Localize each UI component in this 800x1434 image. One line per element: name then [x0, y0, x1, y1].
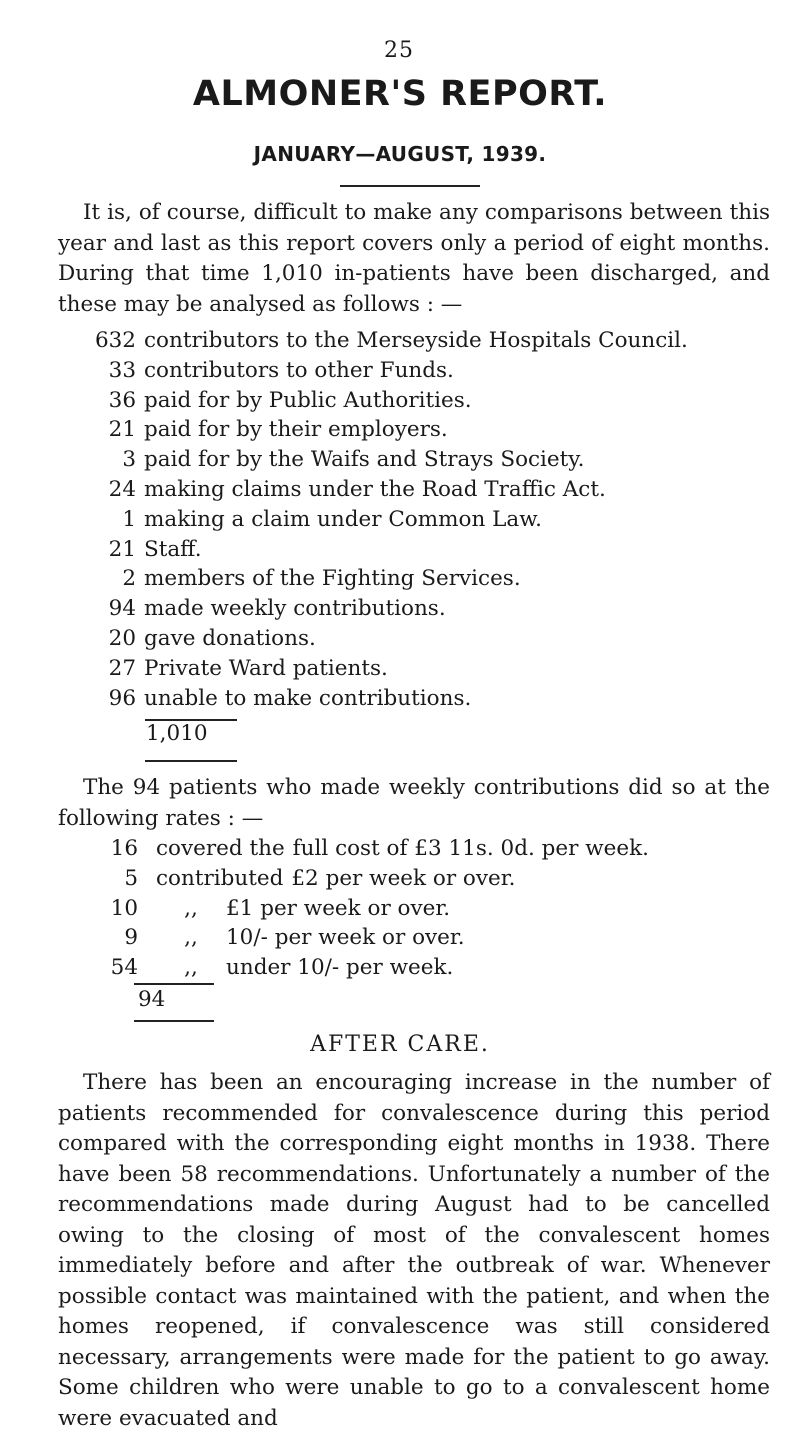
rate-count: 54 [110, 955, 138, 981]
rate-description: under 10/- per week. [226, 955, 454, 981]
analysis-row [84, 415, 688, 445]
analysis-count: 1 [122, 506, 136, 532]
analysis-description: paid for by their employers. [144, 417, 448, 443]
analysis-row [84, 594, 688, 624]
rate-count: 9 [124, 925, 138, 951]
rate-prefix: covered the [156, 836, 285, 861]
analysis-description: contributors to the Merseyside Hospitals Council. [144, 328, 688, 353]
analysis-row [84, 684, 688, 714]
analysis-total: 1,010 [146, 721, 208, 746]
intro-paragraph: It is, of course, difficult to make any comparisons between this year and last as this report covers only a period of eight months. During that time 1,010 in-patients have been discharged, and these may be analysed as follows : — [58, 200, 770, 317]
analysis-row [84, 475, 688, 505]
analysis-count: 20 [108, 625, 136, 651]
analysis-row [84, 624, 688, 654]
analysis-row [84, 654, 688, 684]
report-title: ALMONER'S REPORT. [192, 74, 608, 114]
analysis-row [84, 386, 688, 416]
ditto-mark: ,, [184, 895, 198, 921]
analysis-row [84, 326, 688, 356]
ditto-mark: ,, [184, 955, 198, 981]
analysis-count: 21 [108, 536, 136, 562]
rate-description: full cost of £3 11s. 0d. per week. [292, 836, 649, 861]
rate-row [96, 834, 649, 864]
analysis-count: 33 [108, 357, 136, 383]
rate-row [96, 864, 649, 894]
analysis-count: 94 [108, 596, 136, 622]
analysis-row [84, 445, 688, 475]
analysis-description: Private Ward patients. [144, 655, 388, 681]
analysis-row [84, 535, 688, 565]
rate-description: £2 per week or over. [291, 865, 516, 891]
analysis-description: Staff. [144, 536, 202, 562]
rate-count: 5 [124, 865, 138, 891]
rate-row [96, 953, 649, 983]
rate-row [96, 923, 649, 953]
analysis-list [84, 326, 688, 713]
rates-list [96, 834, 649, 983]
analysis-description: members of the Fighting Services. [144, 566, 521, 592]
analysis-count: 2 [122, 566, 136, 592]
analysis-description: making a claim under Common Law. [144, 506, 542, 532]
rate-count: 10 [110, 895, 138, 921]
analysis-description: gave donations. [144, 625, 316, 651]
rate-description: £1 per week or over. [226, 895, 451, 921]
rates-sum-rule-bottom [134, 1020, 214, 1022]
analysis-row [84, 564, 688, 594]
analysis-description: paid for by Public Authorities. [144, 387, 472, 413]
analysis-row [84, 505, 688, 535]
analysis-description: unable to make contributions. [144, 685, 472, 711]
rates-total: 94 [138, 987, 166, 1012]
analysis-count: 36 [108, 387, 136, 413]
analysis-count: 24 [108, 476, 136, 502]
rate-row [96, 894, 649, 924]
title-divider [340, 185, 480, 187]
analysis-description: making claims under the Road Traffic Act. [144, 476, 606, 502]
analysis-description: paid for by the Waifs and Strays Society. [144, 447, 585, 473]
analysis-row [84, 356, 688, 386]
rate-prefix: contributed [156, 865, 284, 891]
rate-count: 16 [110, 836, 138, 861]
analysis-count: 27 [108, 655, 136, 681]
rates-paragraph: The 94 patients who made weekly contributions did so at the following rates : — [58, 775, 770, 831]
ditto-mark: ,, [184, 925, 198, 951]
analysis-count: 96 [108, 685, 136, 711]
analysis-count: 21 [108, 417, 136, 443]
analysis-sum-rule-bottom [145, 760, 237, 762]
after-care-heading: AFTER CARE. [310, 1032, 490, 1057]
analysis-description: made weekly contributions. [144, 596, 446, 622]
report-period: JANUARY—AUGUST, 1939. [253, 142, 547, 166]
after-care-paragraph: There has been an encouraging increase in the number of patients recommended for convalescence during this period compared with the corresponding eight months in 1938. There have been 58 recommendations. Unfortunately a number of the recommendations made during August had to be cancelled owing to the closing of most of the convalescent homes immediately before and after the outbreak of war. Whenever possible contact was maintained with the patient, and when the homes reopened, if convalescence was still considered necessary, arrangements were made for the patient to go away. Some children who were unable to go to a convalescent home were evacuated and [58, 1070, 770, 1431]
analysis-count: 3 [122, 447, 136, 473]
page-number: 25 [384, 38, 414, 63]
analysis-count: 632 [94, 328, 136, 353]
analysis-description: contributors to other Funds. [144, 357, 454, 383]
rates-sum-rule-top [134, 983, 214, 985]
rate-description: 10/- per week or over. [226, 925, 465, 951]
